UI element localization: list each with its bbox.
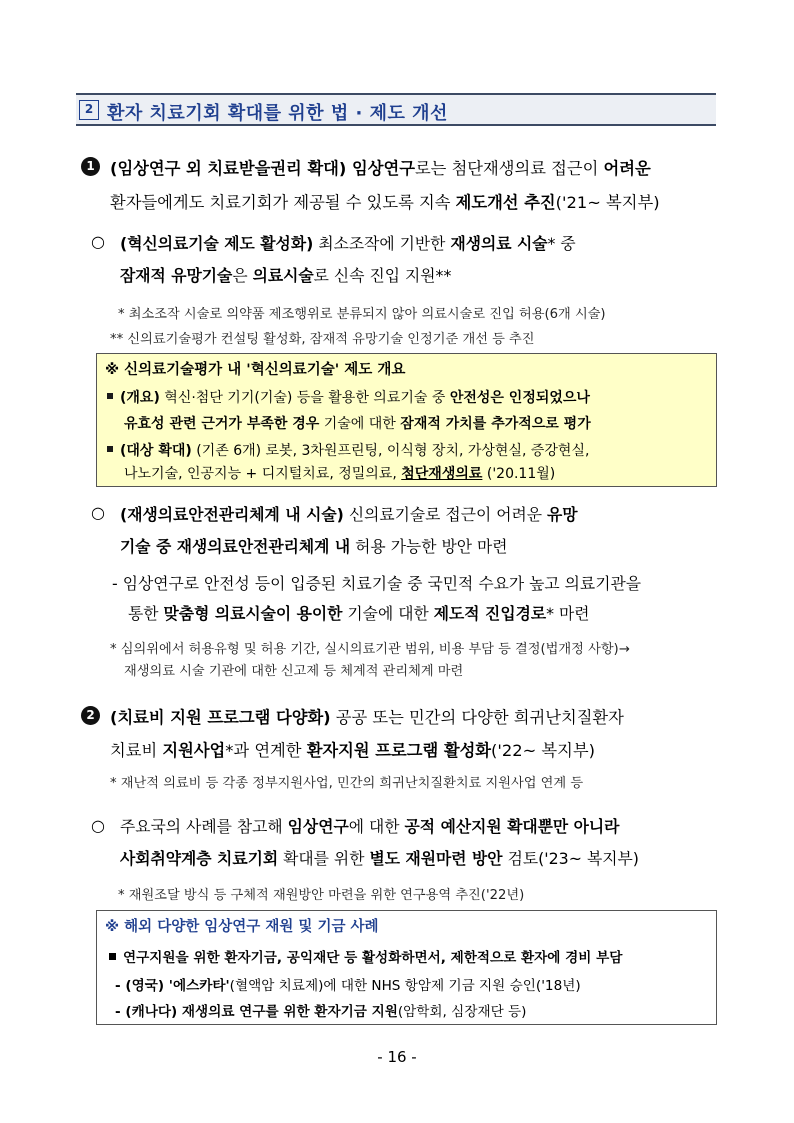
item-number-1: 1: [81, 157, 100, 176]
box1-row3: [107, 440, 589, 460]
text-run: 치료비: [110, 741, 163, 760]
item2-note1: * 재난적 의료비 등 각종 정부지원사업, 민간의 희귀난치질환치료 지원사업 연계 등: [110, 776, 584, 791]
text-run: 유효성 관련 근거가 부족한 경우: [124, 416, 320, 432]
text-run: 통한: [128, 604, 164, 623]
text-run: 신의료기술로 접근이 어려운: [343, 505, 548, 524]
text-run: 맞춤형 의료시술이 용이한: [163, 604, 343, 623]
sub2-note1: * 심의위에서 허용유형 및 허용 기간, 실시의료기관 범위, 비용 부담 등 결정(법개정 사항)→: [110, 642, 630, 657]
square-bullet-icon: [107, 446, 113, 452]
item1-line1: [110, 155, 651, 179]
text-run: 임상연구: [346, 159, 415, 178]
box2-row2: [115, 974, 581, 994]
overseas-fund-cases-box: [96, 910, 717, 1025]
text-run: * 마련: [546, 604, 590, 623]
text-run: - (영국) '에스카타': [115, 978, 230, 994]
box2-row1: [109, 946, 622, 966]
text-run: (개요): [120, 390, 160, 406]
text-run: 공적 예산지원 확대뿐만 아니라: [404, 817, 620, 836]
text-run: 로 신속 진입 지원**: [313, 266, 452, 285]
box1-row1-text: [120, 390, 590, 406]
square-bullet-icon: [107, 393, 113, 399]
section-number: 2: [79, 100, 99, 120]
text-run: 제도적 진입경로: [433, 604, 547, 623]
text-run: 지원사업: [162, 741, 226, 760]
item2-line2: [110, 737, 595, 761]
sub2-dash2: [128, 601, 590, 624]
text-run: 기술에 대한: [342, 604, 434, 623]
text-run: 환자들에게도 치료기회가 제공될 수 있도록 지속: [110, 193, 456, 212]
text-run: ('21~ 복지부): [555, 193, 660, 212]
item-number-2: 2: [81, 706, 100, 725]
text-run: (재생의료안전관리체계 내 시술): [120, 505, 344, 524]
text-run: 제도개선 추진: [455, 193, 556, 212]
text-run: 임상연구: [287, 817, 349, 836]
text-run: 유망: [547, 505, 578, 524]
box1-title: ※ 신의료기술평가 내 '혁신의료기술' 제도 개요: [105, 362, 406, 378]
text-run: 로는 첨단재생의료 접근이: [414, 159, 604, 178]
text-run: 잠재적 가치를 추가적으로 평가: [400, 416, 591, 432]
square-bullet-icon: [109, 953, 116, 960]
text-run: 확대를 위한: [278, 849, 370, 868]
text-run: 최소조작에 기반한: [313, 234, 451, 253]
text-run: 의료시술: [252, 266, 314, 285]
sub1-line1: [120, 231, 576, 254]
sub1-line2: [120, 263, 451, 286]
box2-row3: [115, 1000, 526, 1020]
section-title: 환자 치료기회 확대를 위한 법 · 제도 개선: [107, 103, 448, 124]
text-run: *과 연계한: [225, 741, 307, 760]
text-run: (혈액암 치료제)에 대한 NHS 항암제 기금 지원 승인('18년): [229, 978, 581, 994]
page-number: - 16 -: [377, 1048, 417, 1066]
text-run: - (캐나다) 재생의료 연구를 위한 환자기금 지원: [115, 1004, 398, 1020]
innovative-tech-summary-box: [96, 353, 717, 487]
text-run: 나노기술, 인공지능 + 디지털치료, 정밀의료,: [124, 466, 402, 482]
sub2-line1: [120, 502, 578, 525]
text-run: 에 대한: [348, 817, 405, 836]
box1-row1: [107, 387, 590, 407]
text-run: 주요국의 사례를 참고해: [120, 817, 288, 836]
text-run: (치료비 지원 프로그램 다양화): [110, 708, 331, 727]
text-run: 재생의료 시술: [450, 234, 548, 253]
text-run: 허용 가능한 방안 마련: [350, 537, 508, 556]
text-run: 별도 재원마련 방안: [369, 849, 503, 868]
circle-bullet: ○: [91, 816, 105, 835]
box1-row2: [124, 413, 591, 433]
text-run: ('20.11월): [482, 466, 556, 482]
text-run: 사회취약계층 치료기회: [120, 849, 279, 868]
text-run: 검토('23~ 복지부): [502, 849, 639, 868]
text-run: * 중: [547, 234, 576, 253]
text-run: (혁신의료기술 제도 활성화): [120, 234, 314, 253]
item2-line1: [110, 704, 624, 728]
section-header: [76, 93, 716, 126]
circle-bullet: ○: [91, 232, 105, 251]
sub1-note2: ** 신의료기술평가 컨설팅 활성화, 잠재적 유망기술 인정기준 개선 등 추진: [110, 332, 535, 347]
text-run: 환자지원 프로그램 활성화: [306, 741, 492, 760]
circle-bullet: ○: [91, 503, 105, 522]
text-run: 안전성은 인정되었으나: [449, 390, 590, 406]
text-run: 첨단재생의료: [401, 466, 483, 482]
text-run: (임상연구 외 치료받을권리 확대): [110, 159, 347, 178]
sub3-line1: [120, 814, 619, 837]
sub1-note1: * 최소조작 시술로 의약품 제조행위로 분류되지 않아 의료시술로 진입 허용(6개 시술): [118, 307, 606, 322]
text-run: 공공 또는 민간의 다양한 희귀난치질환자: [330, 708, 624, 727]
text-run: ('22~ 복지부): [491, 741, 595, 760]
text-run: 잠재적 유망기술: [120, 266, 233, 285]
sub3-note1: * 재원조달 방식 등 구체적 재원방안 마련을 위한 연구용역 추진('22년): [118, 888, 525, 903]
text-run: (대상 확대): [120, 443, 192, 459]
item1-line2: [110, 189, 660, 213]
text-run: 혁신·첨단 기기(기술) 등을 활용한 의료기술 중: [159, 390, 450, 406]
sub2-dash1: - 임상연구로 안전성 등이 입증된 치료기술 중 국민적 수요가 높고 의료기관을: [112, 574, 641, 593]
box1-row4: [124, 463, 555, 483]
box1-row3-text: [120, 443, 589, 459]
sub2-line2: [120, 534, 508, 557]
text-run: 은: [232, 266, 253, 285]
sub2-note2: 재생의료 시술 기관에 대한 신고제 등 체계적 관리체계 마련: [124, 664, 464, 679]
box2-row1-text: 연구지원을 위한 환자기금, 공익재단 등 활성화하면서, 제한적으로 환자에 경비 부담: [123, 950, 623, 966]
sub3-line2: [120, 846, 639, 869]
text-run: 어려운: [603, 159, 651, 178]
text-run: (암학회, 심장재단 등): [397, 1004, 527, 1020]
text-run: (기존 6개) 로봇, 3차원프린팅, 이식형 장치, 가상현실, 증강현실,: [191, 443, 590, 459]
text-run: 기술에 대한: [319, 416, 401, 432]
box2-title: ※ 해외 다양한 임상연구 재원 및 기금 사례: [105, 919, 379, 935]
text-run: 기술 중 재생의료안전관리체계 내: [120, 537, 351, 556]
